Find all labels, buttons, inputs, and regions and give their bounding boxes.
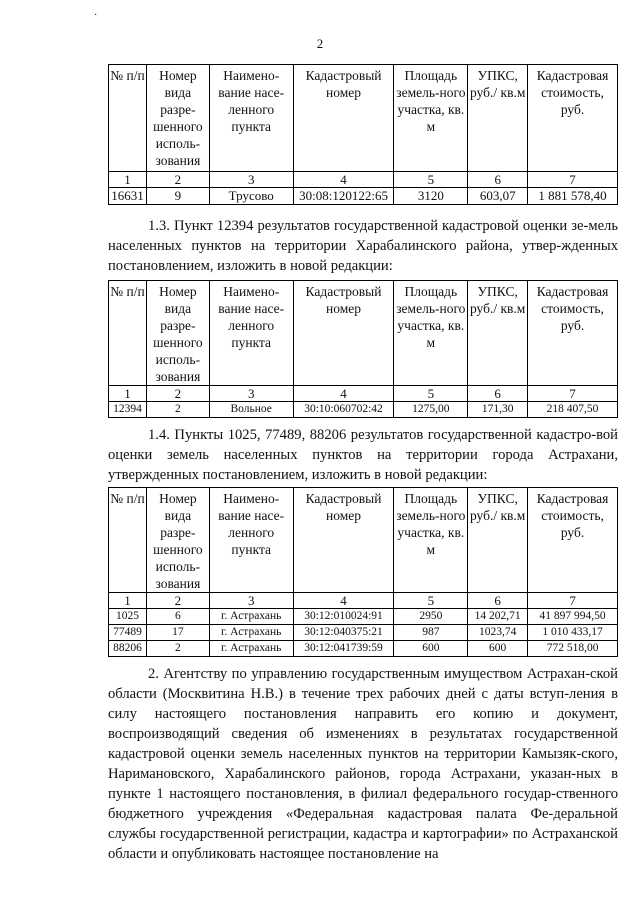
col-number: 1 <box>109 172 147 188</box>
cell-cadastral-value: 218 407,50 <box>528 402 618 418</box>
cell-area: 600 <box>394 641 468 657</box>
header-cadastral-value: Кадастровая стоимость, руб. <box>528 65 618 172</box>
table-row <box>109 641 618 657</box>
cell-settlement: Трусово <box>209 188 293 205</box>
scan-dot: · <box>94 10 98 21</box>
cell-upks: 171,30 <box>468 402 528 418</box>
cell-settlement: г. Астрахань <box>209 641 293 657</box>
cell-cadastral-value: 772 518,00 <box>528 641 618 657</box>
cell-cadastral-value: 1 010 433,17 <box>528 625 618 641</box>
header-upks: УПКС, руб./ кв.м <box>468 65 528 172</box>
header-number: № п/п <box>109 65 147 172</box>
paragraph-1-3: 1.3. Пункт 12394 результатов государственной кадастровой оценки зе-мель населенных пунктов на территории Харабалинского района, утвер-жденных постановлением, изложить в новой редакции: <box>108 218 618 274</box>
cell-upks: 603,07 <box>468 188 528 205</box>
header-settlement: Наимено-вание насе-ленного пункта <box>209 281 293 386</box>
col-number: 7 <box>528 386 618 402</box>
cell-use-type: 17 <box>146 625 209 641</box>
cell-area: 3120 <box>394 188 468 205</box>
col-number: 6 <box>468 593 528 609</box>
cell-settlement: Вольное <box>209 402 293 418</box>
header-cadastral-value: Кадастровая стоимость, руб. <box>528 281 618 386</box>
table-row <box>109 625 618 641</box>
cell-area: 1275,00 <box>394 402 468 418</box>
cell-use-type: 2 <box>146 641 209 657</box>
col-number: 2 <box>146 386 209 402</box>
cell-cadastral-value: 41 897 994,50 <box>528 609 618 625</box>
header-cadastral-number: Кадастровый номер <box>293 281 394 386</box>
header-upks: УПКС, руб./ кв.м <box>468 281 528 386</box>
col-number: 5 <box>394 386 468 402</box>
header-area: Площадь земель-ного участка, кв. м <box>394 281 468 386</box>
cell-use-type: 9 <box>146 188 209 205</box>
cell-number: 88206 <box>109 641 147 657</box>
cell-cadastral-number: 30:12:010024:91 <box>293 609 394 625</box>
cell-number: 12394 <box>109 402 147 418</box>
col-number: 4 <box>293 386 394 402</box>
cell-cadastral-number: 30:12:041739:59 <box>293 641 394 657</box>
table-2 <box>108 280 618 418</box>
paragraph-2: 2. Агентству по управлению государственным имуществом Астрахан-ской области (Москвитина Н.В.) в течение трех рабочих дней с даты вступ-ления в силу настоящего постановления направить его копию и документ, воспроизводящий сведения об изменениях в результатах государственной кадастровой оценки земель населенных пунктов на территории Камызяк-ского, Наримановского, Харабалинского районов, города Астрахани, указан-ных в пункте 1 настоящего постановления, в филиал федерального государ-ственного бюджетного учреждения «Федеральная кадастровая палата Фе-деральной службы государственной регистрации, кадастра и картографии» по Астраханской области и опубликовать настоящее постановление на <box>108 666 618 862</box>
col-number: 7 <box>528 593 618 609</box>
cell-use-type: 6 <box>146 609 209 625</box>
cell-cadastral-value: 1 881 578,40 <box>528 188 618 205</box>
table-1 <box>108 64 618 205</box>
col-number: 3 <box>209 172 293 188</box>
cell-area: 987 <box>394 625 468 641</box>
header-use-type: Номер вида разре-шенного исполь-зования <box>146 281 209 386</box>
header-use-type: Номер вида разре-шенного исполь-зования <box>146 65 209 172</box>
header-cadastral-number: Кадастровый номер <box>293 488 394 593</box>
header-area: Площадь земель-ного участка, кв. м <box>394 488 468 593</box>
col-number: 1 <box>109 593 147 609</box>
cell-settlement: г. Астрахань <box>209 609 293 625</box>
table-row <box>109 402 618 418</box>
col-number: 2 <box>146 593 209 609</box>
table-3 <box>108 487 618 657</box>
cell-upks: 600 <box>468 641 528 657</box>
cell-upks: 14 202,71 <box>468 609 528 625</box>
header-use-type: Номер вида разре-шенного исполь-зования <box>146 488 209 593</box>
header-upks: УПКС, руб./ кв.м <box>468 488 528 593</box>
cell-cadastral-number: 30:10:060702:42 <box>293 402 394 418</box>
header-cadastral-value: Кадастровая стоимость, руб. <box>528 488 618 593</box>
col-number: 7 <box>528 172 618 188</box>
cell-cadastral-number: 30:12:040375:21 <box>293 625 394 641</box>
col-number: 6 <box>468 386 528 402</box>
cell-number: 77489 <box>109 625 147 641</box>
header-number: № п/п <box>109 281 147 386</box>
cell-number: 16631 <box>109 188 147 205</box>
header-number: № п/п <box>109 488 147 593</box>
paragraph-1-4: 1.4. Пункты 1025, 77489, 88206 результатов государственной кадастро-вой оценки земель населенных пунктов на территории города Астрахани, утвержденных постановлением, изложить в новой редакции: <box>108 427 618 483</box>
header-settlement: Наимено-вание насе-ленного пункта <box>209 488 293 593</box>
cell-cadastral-number: 30:08:120122:65 <box>293 188 394 205</box>
header-cadastral-number: Кадастровый номер <box>293 65 394 172</box>
col-number: 4 <box>293 593 394 609</box>
header-area: Площадь земель-ного участка, кв. м <box>394 65 468 172</box>
page-number: 2 <box>316 36 324 51</box>
col-number: 6 <box>468 172 528 188</box>
col-number: 5 <box>394 172 468 188</box>
col-number: 5 <box>394 593 468 609</box>
col-number: 3 <box>209 386 293 402</box>
table-row <box>109 609 618 625</box>
col-number: 1 <box>109 386 147 402</box>
col-number: 4 <box>293 172 394 188</box>
cell-upks: 1023,74 <box>468 625 528 641</box>
table-row <box>109 188 618 205</box>
col-number: 2 <box>146 172 209 188</box>
cell-area: 2950 <box>394 609 468 625</box>
col-number: 3 <box>209 593 293 609</box>
cell-settlement: г. Астрахань <box>209 625 293 641</box>
header-settlement: Наимено-вание насе-ленного пункта <box>209 65 293 172</box>
cell-number: 1025 <box>109 609 147 625</box>
cell-use-type: 2 <box>146 402 209 418</box>
